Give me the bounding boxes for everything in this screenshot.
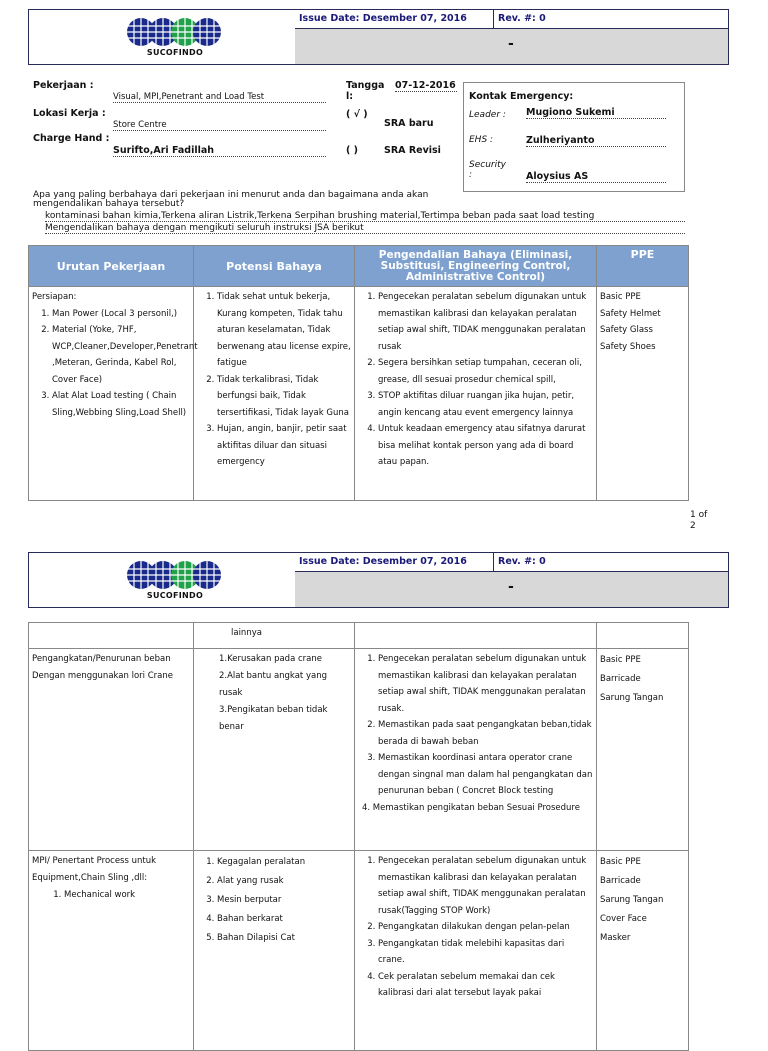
list-item: 2.Alat bantu angkat yang rusak — [219, 670, 327, 698]
ppe-item: Masker — [600, 933, 631, 943]
ppe-item: Safety Shoes — [600, 341, 656, 352]
doc-title: - — [508, 579, 514, 595]
row2-pengendalian — [355, 649, 597, 851]
row3-pengendalian — [355, 851, 597, 1051]
cont-col1 — [29, 623, 194, 649]
row2-ppe — [597, 649, 689, 851]
lokasi-field[interactable]: Store Centre — [113, 120, 326, 131]
charge-label: Charge Hand : — [33, 133, 110, 144]
globe-logo-icon — [125, 559, 225, 591]
list-item: 3. Memastikan koordinasi antara operator crane dengan singnal man dalam hal pengangkatan dan penurunan beban ( Concret Block testing — [378, 750, 593, 800]
list-item: 2. Segera bersihkan setiap tumpahan, ceceran oli, grease, dll sesuai prosedur chemical spill, — [378, 355, 593, 388]
kontak-emergency-box — [463, 82, 685, 192]
issue-date: Issue Date: Desember 07, 2016 — [299, 13, 467, 24]
tanggal-label: Tangga l: — [346, 80, 385, 102]
answer-line-1[interactable]: kontaminasi bahan kimia,Terkena aliran Listrik,Terkena Serpihan brushing material,Tertimpa beban pada saat load testing — [45, 211, 685, 222]
list-item: 3. STOP aktifitas diluar ruangan jika hujan, petir, angin kencang atau event emergency lainnya — [378, 388, 593, 421]
page2-header — [28, 552, 729, 608]
list-item: 1. Mechanical work — [64, 887, 190, 904]
list-item: 5. Bahan Dilapisi Cat — [217, 929, 351, 948]
sucofindo-logo — [125, 559, 225, 603]
row3-ppe — [597, 851, 689, 1051]
page1-header — [28, 9, 729, 65]
kontak-title: Kontak Emergency: — [469, 91, 574, 102]
security-field[interactable]: Aloysius AS — [526, 171, 666, 183]
list-item: 4. Untuk keadaan emergency atau sifatnya darurat bisa melihat kontak person yang ada di board atau papan. — [378, 421, 593, 471]
sra-baru-label: SRA baru — [384, 118, 434, 129]
list-item: 2. Material (Yoke, 7HF, WCP,Cleaner,Developer,Penetrant ,Meteran, Gerinda, Kabel Rol, Cover Face) — [52, 322, 190, 388]
logo-text: SUCOFINDO — [146, 591, 204, 600]
row1-pengendalian — [355, 287, 597, 501]
list-item: 1. Pengecekan peralatan sebelum digunakan untuk memastikan kalibrasi dan kelayakan peralatan setiap awal shift, TIDAK menggunakan peralatan rusak — [378, 289, 593, 355]
sucofindo-logo — [125, 16, 225, 60]
question-text: Apa yang paling berbahaya dari pekerjaan ini menurut anda dan bagaimana anda akan mengendalikan bahaya tersebut? — [33, 190, 429, 209]
row2-potensi — [194, 649, 355, 851]
logo-cell — [29, 10, 296, 64]
leader-field[interactable]: Mugiono Sukemi — [526, 107, 666, 119]
leader-label: Leader : — [469, 110, 506, 120]
list-item: 3. Alat Alat Load testing ( Chain Sling,Webbing Sling,Load Shell) — [52, 388, 190, 421]
cont-col4 — [597, 623, 689, 649]
cont-text: lainnya — [231, 628, 262, 638]
ppe-item: Safety Helmet — [600, 308, 661, 319]
ppe-item: Sarung Tangan — [600, 895, 664, 905]
pekerjaan-label: Pekerjaan : — [33, 80, 94, 91]
list-item: 3.Pengikatan beban tidak benar — [219, 704, 328, 732]
ppe-item: Basic PPE — [600, 292, 641, 302]
doc-title: - — [508, 36, 514, 52]
cont-col3 — [355, 623, 597, 649]
jsa-table-page2 — [28, 622, 689, 1051]
ehs-label: EHS : — [469, 135, 494, 145]
list-item: 2. Tidak terkalibrasi, Tidak berfungsi baik, Tidak tersertifikasi, Tidak layak Guna — [217, 372, 351, 422]
row3-title: MPI/ Penertant Process untuk Equipment,Chain Sling ,dll: — [32, 856, 157, 883]
charge-field[interactable]: Surifto,Ari Fadillah — [113, 145, 326, 157]
list-item: 2. Alat yang rusak — [217, 872, 351, 891]
row1-ppe — [597, 287, 689, 501]
page-number: 1 of 2 — [690, 510, 708, 531]
list-item: 3. Pengangkatan tidak melebihi kapasitas dari crane. — [378, 936, 593, 969]
row1-potensi — [194, 287, 355, 501]
header-pengendalian: Pengendalian Bahaya (Eliminasi, Substitusi, Engineering Control, Administrative Control) — [355, 246, 597, 287]
list-item: 1. Pengecekan peralatan sebelum digunakan untuk memastikan kalibrasi dan kelayakan peralatan setiap awal shift, TIDAK menggunakan peralatan rusak(Tagging STOP Work) — [378, 853, 593, 919]
row2-title: Pengangkatan/Penurunan beban Dengan menggunakan lori Crane — [32, 654, 173, 681]
security-label: Security : — [469, 160, 506, 180]
row3-urutan — [29, 851, 194, 1051]
row1-urutan — [29, 287, 198, 501]
logo-cell — [29, 553, 296, 607]
list-item: 1. Man Power (Local 3 personil,) — [52, 306, 190, 323]
issue-date: Issue Date: Desember 07, 2016 — [299, 556, 467, 567]
revision: Rev. #: 0 — [493, 553, 728, 571]
answer-line-2[interactable]: Mengendalikan bahaya dengan mengikuti seluruh instruksi JSA berikut — [45, 223, 685, 234]
sra-baru-checkbox[interactable]: ( √ ) — [346, 109, 368, 120]
row3-potensi — [194, 851, 355, 1051]
ppe-item: Sarung Tangan — [600, 693, 664, 703]
list-item: 4. Memastikan pengikatan beban Sesuai Prosedure — [362, 802, 580, 813]
pekerjaan-field[interactable]: Visual, MPI,Penetrant and Load Test — [113, 92, 326, 103]
sra-revisi-checkbox[interactable]: ( ) — [346, 145, 358, 156]
list-item: 1.Kerusakan pada crane — [219, 654, 322, 664]
tanggal-field[interactable]: 07-12-2016 — [395, 80, 456, 91]
ppe-item: Barricade — [600, 674, 641, 684]
list-item: 1. Kegagalan peralatan — [217, 853, 351, 872]
header-potensi: Potensi Bahaya — [194, 246, 355, 287]
header-ppe: PPE — [597, 246, 689, 287]
header-urutan: Urutan Pekerjaan — [29, 246, 194, 287]
list-item: 1. Tidak sehat untuk bekerja, Kurang kompeten, Tidak tahu aturan keselamatan, Tidak berwenang atau license expire, fatigue — [217, 289, 351, 372]
sra-revisi-label: SRA Revisi — [384, 145, 441, 156]
ppe-item: Cover Face — [600, 914, 647, 924]
list-item: 3. Hujan, angin, banjir, petir saat aktifitas diluar dan situasi emergency — [217, 421, 351, 471]
row1-title: Persiapan: — [32, 292, 77, 302]
list-item: 4. Bahan berkarat — [217, 910, 351, 929]
ppe-item: Basic PPE — [600, 857, 641, 867]
lokasi-label: Lokasi Kerja : — [33, 108, 106, 119]
cont-col2 — [194, 623, 355, 649]
logo-text: SUCOFINDO — [146, 48, 204, 57]
list-item: 2. Pengangkatan dilakukan dengan pelan-pelan — [378, 919, 593, 936]
ppe-item: Basic PPE — [600, 655, 641, 665]
ppe-item: Barricade — [600, 876, 641, 886]
list-item: 1. Pengecekan peralatan sebelum digunakan untuk memastikan kalibrasi dan kelayakan peralatan setiap awal shift, TIDAK menggunakan peralatan rusak. — [378, 651, 593, 717]
revision: Rev. #: 0 — [493, 10, 728, 28]
list-item: 2. Memastikan pada saat pengangkatan beban,tidak berada di bawah beban — [378, 717, 593, 750]
globe-logo-icon — [125, 16, 225, 48]
list-item: 4. Cek peralatan sebelum memakai dan cek kalibrasi dari alat tersebut layak pakai — [378, 969, 593, 1002]
jsa-table-page1 — [28, 245, 689, 501]
ehs-field[interactable]: Zulheriyanto — [526, 135, 666, 147]
list-item: 3. Mesin berputar — [217, 891, 351, 910]
ppe-item: Safety Glass — [600, 325, 653, 335]
row2-urutan — [29, 649, 194, 851]
